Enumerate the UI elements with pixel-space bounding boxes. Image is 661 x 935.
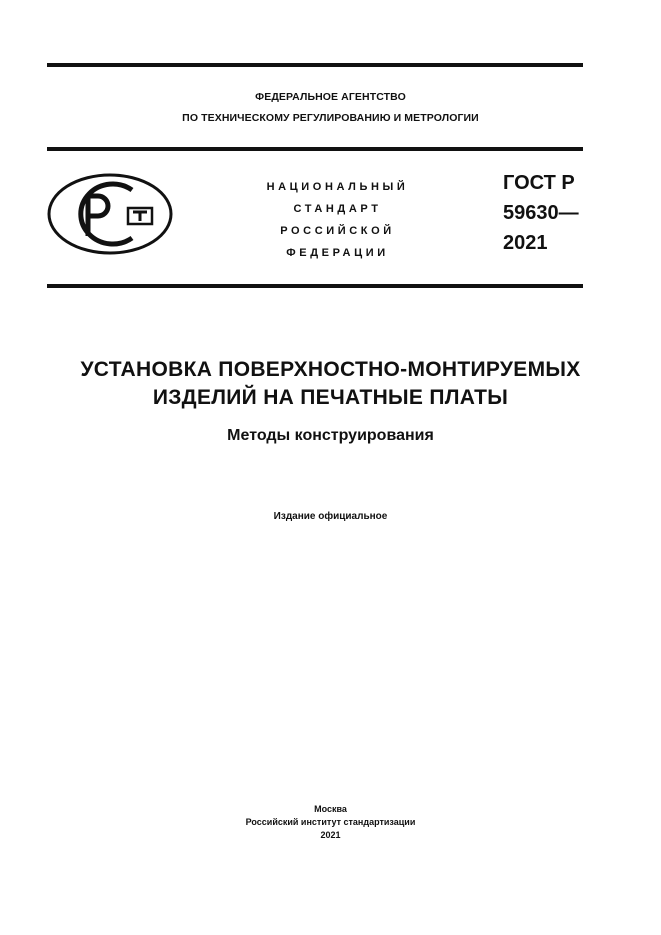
designation-line-1: ГОСТ Р bbox=[503, 172, 575, 194]
imprint bbox=[0, 803, 661, 842]
designation-line-3: 2021 bbox=[503, 232, 548, 254]
standard-label-line-4: ФЕДЕРАЦИИ bbox=[286, 247, 389, 259]
document-title bbox=[0, 356, 661, 412]
standard-label bbox=[215, 176, 460, 264]
rst-conformity-mark-icon bbox=[46, 172, 174, 256]
standard-designation bbox=[503, 168, 579, 258]
title-line-1: УСТАНОВКА ПОВЕРХНОСТНО-МОНТИРУЕМЫХ bbox=[80, 358, 581, 381]
top-rule bbox=[47, 63, 583, 67]
title-line-2: ИЗДЕЛИЙ НА ПЕЧАТНЫЕ ПЛАТЫ bbox=[152, 386, 509, 409]
imprint-city: Москва bbox=[314, 804, 347, 814]
agency-line-2: ПО ТЕХНИЧЕСКОМУ РЕГУЛИРОВАНИЮ И МЕТРОЛОГИИ bbox=[182, 112, 479, 124]
imprint-publisher: Российский институт стандартизации bbox=[245, 817, 416, 827]
imprint-year: 2021 bbox=[320, 830, 341, 840]
document-subtitle: Методы конструирования bbox=[227, 427, 434, 444]
standard-label-line-2: СТАНДАРТ bbox=[293, 203, 382, 215]
designation-line-2: 59630— bbox=[503, 202, 579, 224]
edition-note: Издание официальное bbox=[273, 511, 388, 522]
standard-label-line-1: НАЦИОНАЛЬНЫЙ bbox=[266, 181, 409, 193]
header-bottom-rule bbox=[47, 147, 583, 151]
standard-label-line-3: РОССИЙСКОЙ bbox=[280, 225, 395, 237]
masthead-bottom-rule bbox=[47, 284, 583, 288]
agency-line-1: ФЕДЕРАЛЬНОЕ АГЕНТСТВО bbox=[255, 91, 406, 103]
